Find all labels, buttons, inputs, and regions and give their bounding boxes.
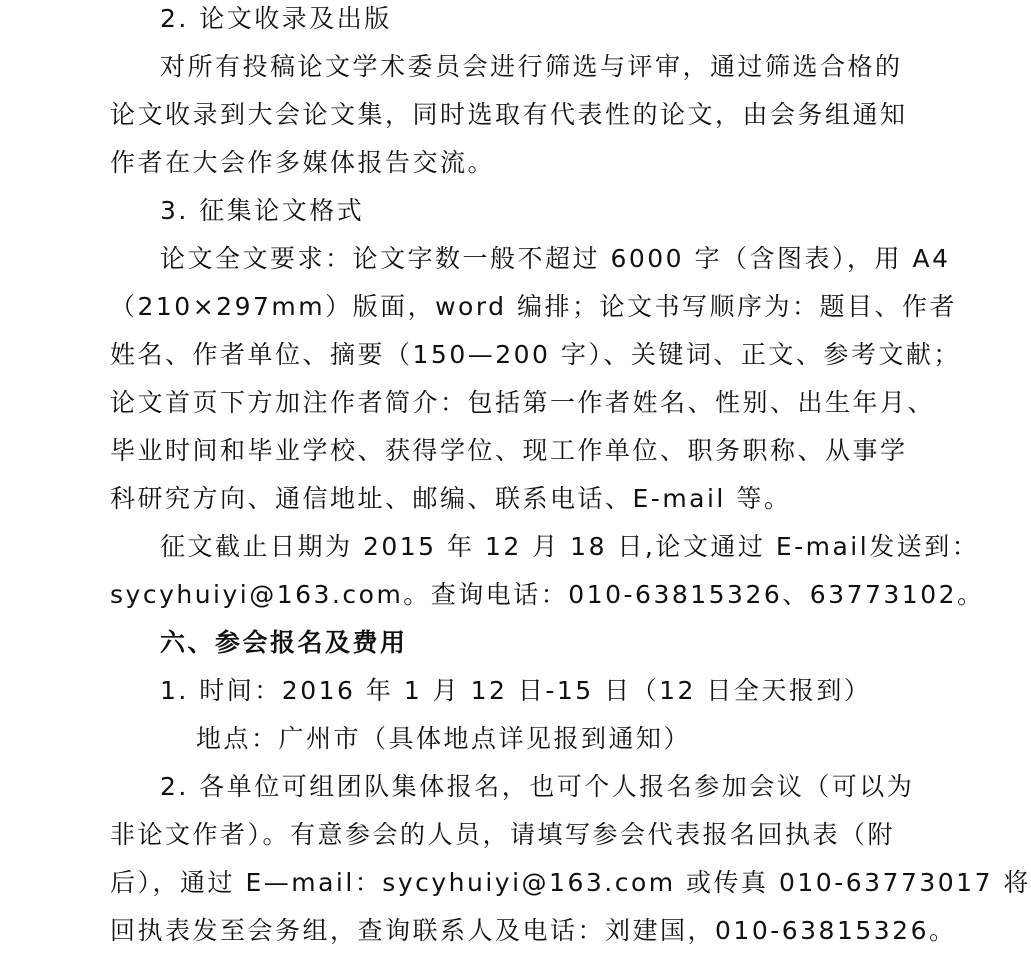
- paragraph-line-deadline: 征文截止日期为 2015 年 12 月 18 日,论文通过 E-mail发送到：: [160, 532, 980, 561]
- paragraph-line-location: 地点：广州市（具体地点详见报到通知）: [196, 724, 692, 753]
- paragraph-line: 毕业时间和毕业学校、获得学位、现工作单位、职务职称、从事学: [110, 436, 908, 465]
- paragraph-line-contact: sycyhuiyi@163.com。查询电话：010-63815326、63773102。: [110, 580, 985, 609]
- paragraph-line: 作者在大会作多媒体报告交流。: [110, 148, 496, 177]
- paragraph-line: 论文全文要求：论文字数一般不超过 6000 字（含图表），用 A4: [160, 244, 951, 273]
- paragraph-line: 2. 各单位可组团队集体报名，也可个人报名参加会议（可以为: [160, 772, 915, 801]
- subsection-heading-paper-format: 3. 征集论文格式: [160, 196, 365, 225]
- paragraph-line: 论文首页下方加注作者简介：包括第一作者姓名、性别、出生年月、: [110, 388, 936, 417]
- paragraph-line: 回执表发至会务组，查询联系人及电话：刘建国，010-63815326。: [110, 916, 957, 945]
- paragraph-line: 对所有投稿论文学术委员会进行筛选与评审，通过筛选合格的: [160, 52, 903, 81]
- paragraph-line: 非论文作者）。有意参会的人员，请填写参会代表报名回执表（附: [110, 820, 896, 849]
- paragraph-line: （210×297mm）版面，word 编排；论文书写顺序为：题目、作者: [110, 292, 957, 321]
- paragraph-line: 论文收录到大会论文集，同时选取有代表性的论文，由会务组通知: [110, 100, 908, 129]
- paragraph-line-time: 1. 时间：2016 年 1 月 12 日-15 日（12 日全天报到）: [160, 676, 872, 705]
- section-heading-registration: 六、参会报名及费用: [160, 628, 408, 657]
- paragraph-line: 科研究方向、通信地址、邮编、联系电话、E-mail 等。: [110, 484, 792, 513]
- paragraph-line: 后），通过 E—mail：sycyhuiyi@163.com 或传真 010-63773017 将: [110, 868, 1031, 897]
- subsection-heading-paper-inclusion: 2. 论文收录及出版: [160, 4, 392, 33]
- paragraph-line: 姓名、作者单位、摘要（150—200 字）、关键词、正文、参考文献；: [110, 340, 961, 369]
